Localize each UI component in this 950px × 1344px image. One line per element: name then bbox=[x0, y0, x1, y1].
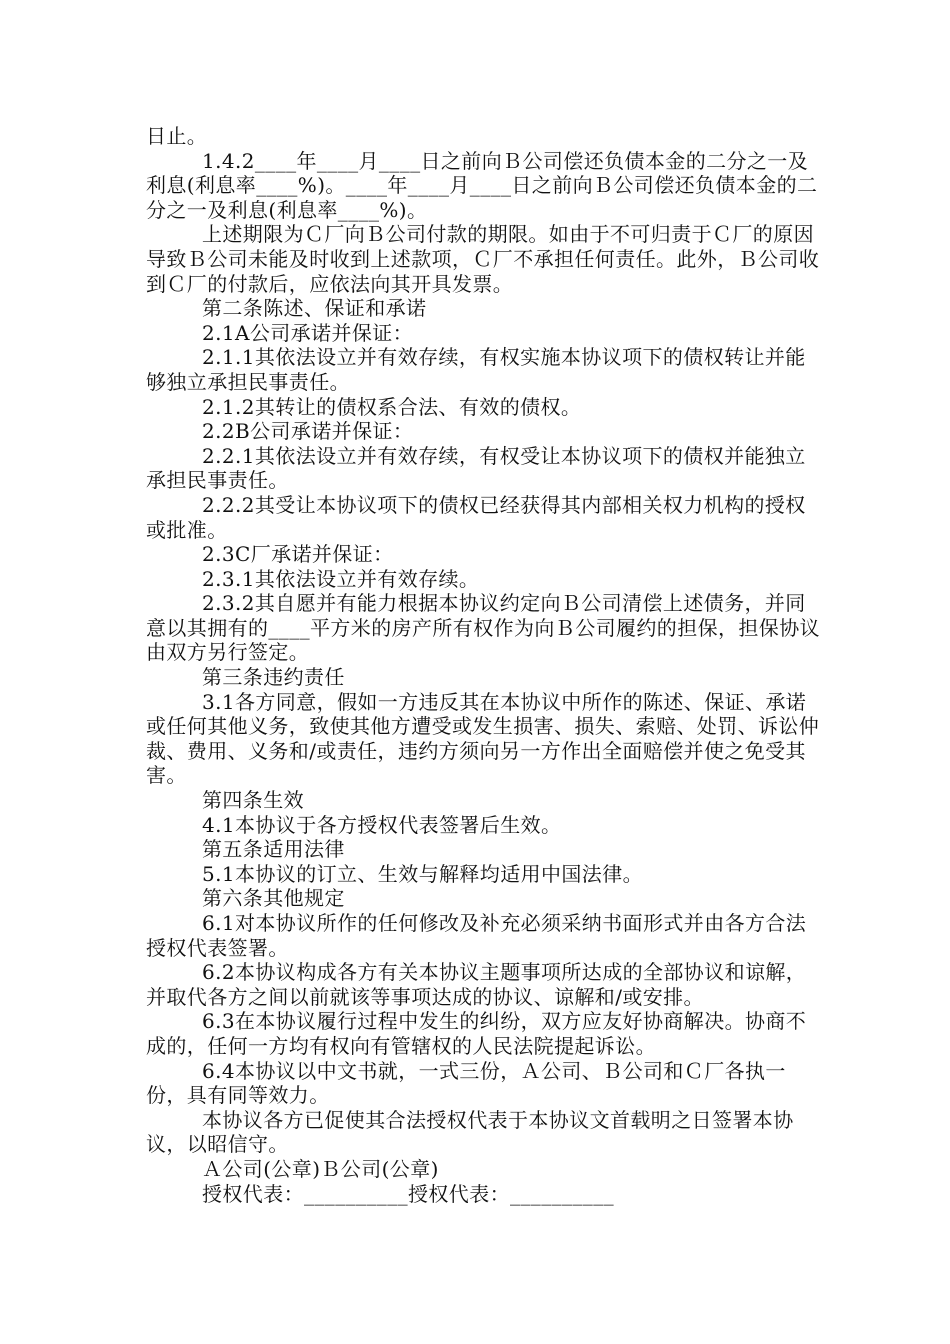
clause: 2.1.1其依法设立并有效存续，有权实施本协议项下的债权转让并能够独立承担民事责任。 bbox=[146, 345, 806, 394]
article-heading: 第五条适用法律 bbox=[202, 837, 345, 862]
clause: 6.1对本协议所作的任何修改及补充必须采纳书面形式并由各方合法授权代表签署。 bbox=[146, 911, 807, 960]
clause: 6.4本协议以中文书就，一式三份，Ａ公司、Ｂ公司和Ｃ厂各执一份，具有同等效力。 bbox=[146, 1058, 786, 1108]
clause: 6.3在本协议履行过程中发生的纠纷，双方应友好协商解决。协商不成的，任何一方均有权向有管辖权的人民法院提起诉讼。 bbox=[146, 1009, 807, 1058]
clause: 5.1本协议的订立、生效与解释均适用中国法律。 bbox=[202, 861, 644, 886]
clause: 2.3.2其自愿并有能力根据本协议约定向Ｂ公司清偿上述债务，并同意以其拥有的____平方米的房产所有权作为向Ｂ公司履约的担保，担保协议由双方另行签定。 bbox=[146, 591, 820, 665]
clause: 4.1本协议于各方授权代表签署后生效。 bbox=[202, 812, 562, 837]
clause: 2.1A公司承诺并保证： bbox=[202, 320, 414, 345]
closing-statement: 本协议各方已促使其合法授权代表于本协议文首载明之日签署本协议，以昭信守。 bbox=[146, 1107, 794, 1157]
article-heading: 第二条陈述、保证和承诺 bbox=[202, 296, 427, 321]
clause: 2.2.2其受让本协议项下的债权已经获得其内部相关权力机构的授权或批准。 bbox=[146, 492, 806, 542]
clause: 3.1各方同意，假如一方违反其在本协议中所作的陈述、保证、承诺或任何其他义务，致使其他方遭受或发生损害、损失、索赔、处罚、诉讼仲裁、费用、义务和/或责任，违约方须向另一方作出全面赔偿并使之免受其害。 bbox=[146, 689, 820, 788]
clause: 2.2.1其依法设立并有效存续，有权受让本协议项下的债权并能独立承担民事责任。 bbox=[146, 443, 806, 493]
document-body bbox=[146, 124, 826, 1206]
clause: 2.1.2其转让的债权系合法、有效的债权。 bbox=[202, 394, 582, 419]
paragraph: 上述期限为Ｃ厂向Ｂ公司付款的期限。如由于不可归责于Ｃ厂的原因导致Ｂ公司未能及时收到上述款项，Ｃ厂不承担任何责任。此外，Ｂ公司收到Ｃ厂的付款后，应依法向其开具发票。 bbox=[146, 222, 820, 296]
article-heading: 第四条生效 bbox=[202, 788, 304, 813]
clause: 2.2B公司承诺并保证： bbox=[202, 419, 414, 444]
article-heading: 第三条违约责任 bbox=[202, 665, 345, 690]
signature-line: 授权代表：__________授权代表：__________ bbox=[202, 1181, 614, 1206]
article-heading: 第六条其他规定 bbox=[202, 886, 345, 911]
paragraph: 日止。 bbox=[146, 124, 208, 148]
clause: 2.3.1其依法设立并有效存续。 bbox=[202, 566, 480, 591]
seal-line: Ａ公司(公章)Ｂ公司(公章) bbox=[202, 1156, 439, 1181]
clause-1-4-2: 1.4.2____年____月____日之前向Ｂ公司偿还负债本金的二分之一及利息(利息率____%)。____年____月____日之前向Ｂ公司偿还负债本金的二分之一及利息(利息率____%)。 bbox=[146, 148, 818, 222]
clause: 6.2本协议构成各方有关本协议主题事项所达成的全部协议和谅解，并取代各方之间以前就该等事项达成的协议、谅解和/或安排。 bbox=[146, 960, 807, 1009]
clause: 2.3C厂承诺并保证： bbox=[202, 542, 394, 567]
